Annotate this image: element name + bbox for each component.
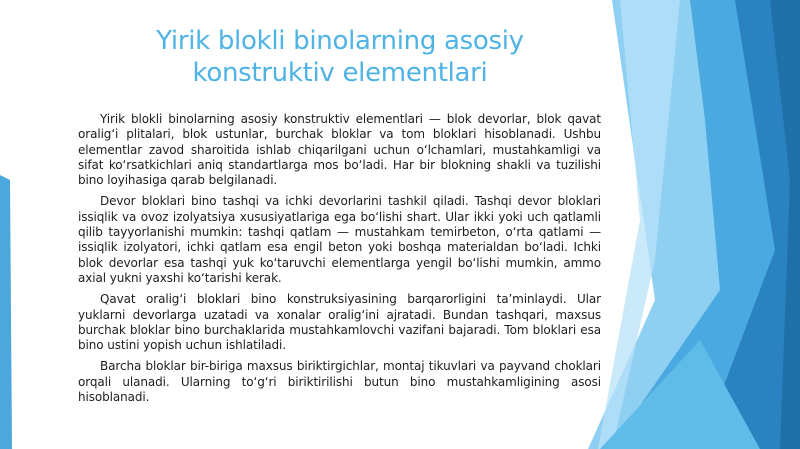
- paragraph-1: Yirik blokli binolarning asosiy konstruktiv elementlari — blok devorlar, blok qavat oralig‘i plitalari, blok ustunlar, burchak bloklar va tom bloklari hisoblanadi. Ushbu elementlar zavod sharoitida ishlab chiqarilgani uchun o‘lchamlari, mustahkamligi va sifat ko‘rsatkichlari aniq standartlarga mos bo‘ladi. Har bir blokning shakli va tuzilishi bino loyihasiga qarab belgilanadi.: [78, 112, 601, 188]
- title-line-2: konstruktiv elementlari: [192, 58, 488, 88]
- slide-body: [78, 112, 601, 411]
- left-edge-shape: [0, 175, 12, 449]
- paragraph-3: Qavat oralig‘i bloklari bino konstruksiyasining barqarorligini ta’minlaydi. Ular yuklarni devorlarga uzatadi va xonalar oralig‘ini ajratadi. Bundan tashqari, maxsus burchak bloklar bino burchaklarida mustahkamlovchi vazifani bajaradi. Tom bloklari esa bino ustini yopish uchun ishlatiladi.: [78, 292, 601, 353]
- slide-title: [60, 25, 620, 89]
- paragraph-2: Devor bloklari bino tashqi va ichki devorlarini tashkil qiladi. Tashqi devor bloklari issiqlik va ovoz izolyatsiya xususiyatlariga ega bo‘lishi shart. Ular ikki yoki uch qatlamli qilib tayyorlanishi mumkin: tashqi qatlam — mustahkam temirbeton, o‘rta qatlami — issiqlik izolyatori, ichki qatlam esa engil beton yoki boshqa materialdan bo‘ladi. Ichki blok devorlar esa tashqi yuk ko‘taruvchi elementlarga yengil bo‘lishi mumkin, ammo axial yukni yaxshi ko‘tarishi kerak.: [78, 194, 601, 285]
- paragraph-4: Barcha bloklar bir-biriga maxsus biriktirgichlar, montaj tikuvlari va payvand choklari orqali ulanadi. Ularning to‘g‘ri biriktirilishi butun bino mustahkamligining asosi hisoblanadi.: [78, 359, 601, 405]
- title-line-1: Yirik blokli binolarning asosiy: [156, 26, 524, 56]
